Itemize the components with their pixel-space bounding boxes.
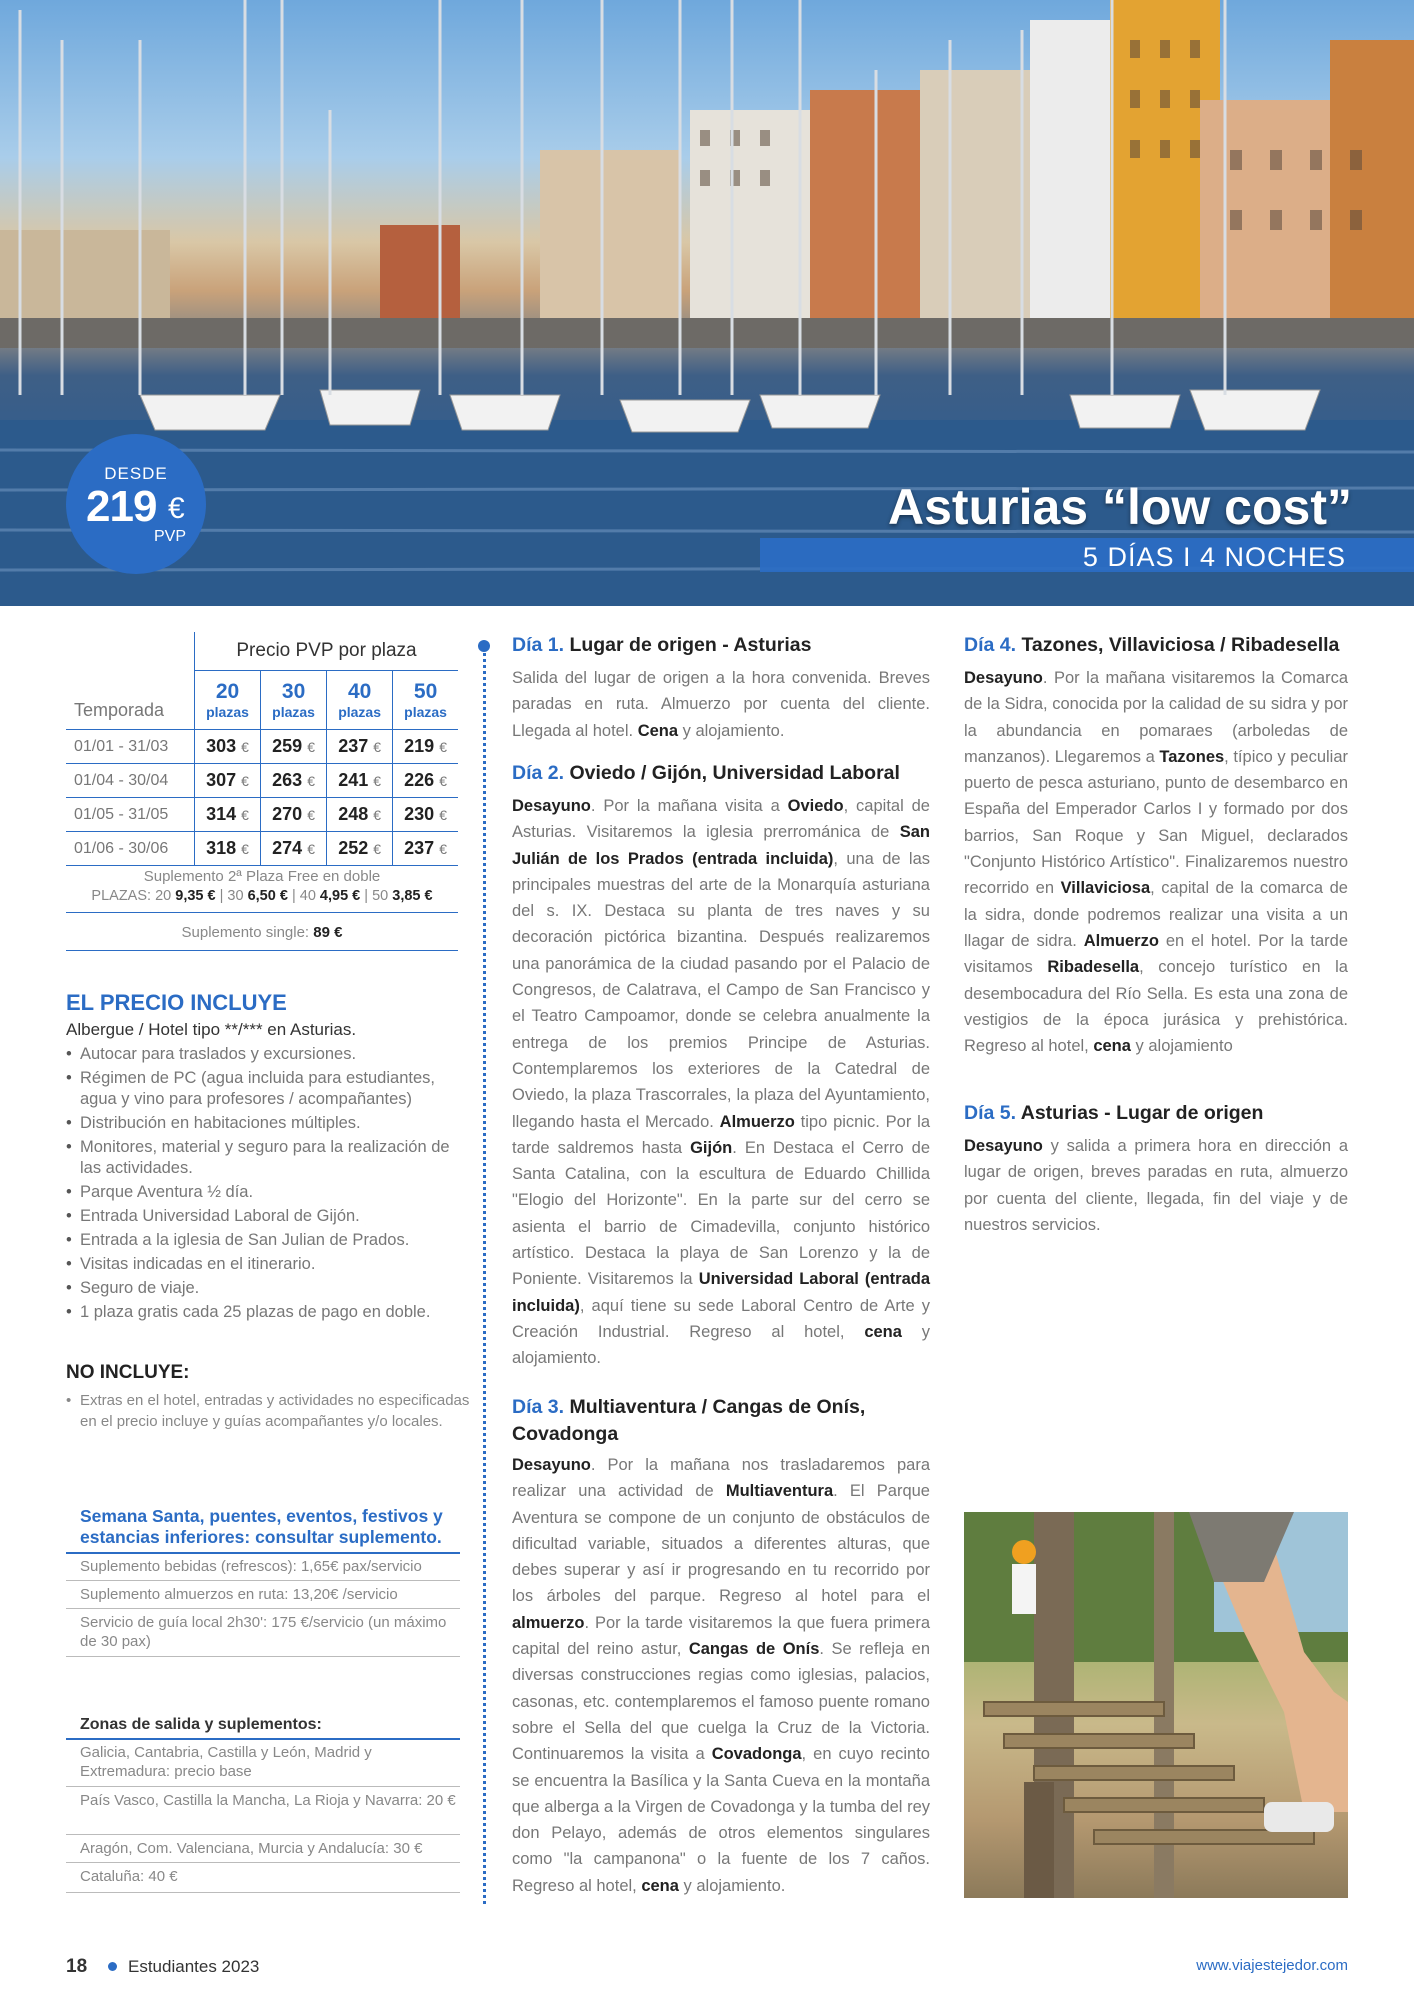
price-unit: PVP	[154, 528, 187, 545]
price-badge	[66, 434, 206, 574]
day-1-heading: Día 1. Lugar de origen - Asturias	[512, 634, 812, 656]
includes-subtitle: Albergue / Hotel tipo **/*** en Asturias.	[66, 1020, 357, 1039]
plazas-col: 50 plazas	[393, 671, 458, 730]
price-cell: 303 €	[195, 730, 261, 764]
price-cell: 237 €	[393, 832, 458, 866]
divider	[66, 1862, 460, 1863]
list-item: • Parque Aventura ½ día.	[66, 1182, 461, 1203]
supplement-single: Suplemento single: 89 €	[181, 924, 343, 941]
divider	[66, 1656, 460, 1657]
list-item: • Visitas indicadas en el itinerario.	[66, 1254, 461, 1275]
not-included-title: NO INCLUYE:	[66, 1362, 190, 1383]
price-currency: €	[168, 492, 185, 525]
footer-bullet	[108, 1962, 117, 1971]
plazas-col: 30 plazas	[261, 671, 327, 730]
day-5-heading: Día 5. Asturias - Lugar de origen	[964, 1102, 1264, 1124]
supplement-row: Servicio de guía local 2h30': 175 €/servicio (un máximo de 30 pax)	[80, 1614, 447, 1650]
table-row	[66, 764, 458, 798]
page-number: 18	[66, 1956, 88, 1977]
divider	[66, 1892, 460, 1893]
price-cell: 274 €	[261, 832, 327, 866]
price-cell: 263 €	[261, 764, 327, 798]
price-cell: 252 €	[327, 832, 393, 866]
plazas-col: 40 plazas	[327, 671, 393, 730]
table-row	[66, 832, 458, 866]
divider	[66, 950, 458, 951]
table-row	[66, 730, 458, 764]
price-cell: 237 €	[327, 730, 393, 764]
includes-list	[66, 1044, 461, 1326]
price-table-header: Precio PVP por plaza	[195, 632, 459, 671]
supplement-row: Suplemento almuerzos en ruta: 13,20€ /servicio	[80, 1586, 398, 1603]
zone-row: Galicia, Cantabria, Castilla y León, Madrid y Extremadura: precio base	[80, 1744, 372, 1780]
day-2-heading: Día 2. Oviedo / Gijón, Universidad Laboral	[512, 762, 900, 784]
price-cell: 241 €	[327, 764, 393, 798]
rope-bridge-illustration	[964, 1512, 1348, 1898]
price-cell: 318 €	[195, 832, 261, 866]
list-item: • Seguro de viaje.	[66, 1278, 461, 1299]
divider	[66, 1834, 460, 1835]
divider	[66, 1608, 460, 1609]
list-item: • Autocar para traslados y excursiones.	[66, 1044, 461, 1065]
price-cell: 219 €	[393, 730, 458, 764]
plazas-col: 20 plazas	[195, 671, 261, 730]
divider	[66, 1580, 460, 1581]
price-cell: 259 €	[261, 730, 327, 764]
price-cell: 230 €	[393, 798, 458, 832]
divider	[66, 1786, 460, 1787]
price-cell: 270 €	[261, 798, 327, 832]
divider	[66, 1738, 460, 1740]
price-amount: 219	[86, 482, 157, 531]
price-cell: 314 €	[195, 798, 261, 832]
season-period: 01/06 - 30/06	[66, 832, 195, 866]
list-item: • 1 plaza gratis cada 25 plazas de pago en doble.	[66, 1302, 461, 1323]
season-period: 01/05 - 31/05	[66, 798, 195, 832]
day-3-text: Desayuno. Por la mañana nos trasladaremos para realizar una actividad de Multiaventura. El Parque Aventura se compone de un conjunto de obstáculos de dificultad variable, situados a diferentes alturas, que debes superar y así ir progresando en tu recorrido por los árboles del parque. Regreso al hotel para el almuerzo. Por la tarde visitaremos la que fuera primera capital del reino astur, Cangas de Onís. Se refleja en diversas construcciones regias como iglesias, palacios, casonas, etc. contemplaremos el famoso puente romano sobre el Sella del que cuelga la Cruz de la Victoria. Continuaremos la visita a Covadonga, en cuyo recinto se encuentra la Basílica y la Santa Cueva en la montaña que alberga a la Virgen de Covadonga y la tumba del rey don Pelayo, además de otros elementos singulares como "la campanona" o la fuente de los 7 caños. Regreso al hotel, cena y alojamiento.	[512, 1456, 930, 1895]
list-item: • Entrada Universidad Laboral de Gijón.	[66, 1206, 461, 1227]
price-table	[66, 632, 458, 866]
zone-row: Aragón, Com. Valenciana, Murcia y Andalucía: 30 €	[80, 1840, 423, 1857]
supplement-free-title: Suplemento 2ª Plaza Free en doble	[143, 868, 381, 885]
supplement-row: Suplemento bebidas (refrescos): 1,65€ pax/servicio	[80, 1558, 422, 1575]
page-title: Asturias “low cost”	[888, 479, 1352, 535]
not-included-text: • Extras en el hotel, entradas y actividades no especificadas en el precio incluye y guías acompañantes y/o locales.	[66, 1390, 475, 1432]
zones-title: Zonas de salida y suplementos:	[80, 1716, 322, 1733]
page-subtitle: 5 DÍAS I 4 NOCHES	[1082, 542, 1346, 572]
day-2-text: Desayuno. Por la mañana visita a Oviedo, capital de Asturias. Visitaremos la iglesia prerrománica de San Julián de los Prados (entrada incluida), una de las principales muestras del arte de la Monarquía asturiana del s. IX. Destaca su planta de tres naves y su decoración pictórica bizantina. Después realizaremos una panorámica de la ciudad pasando por el Palacio de Congresos, de Calatrava, el Campo de San Francisco y el Teatro Campoamor, donde se celebra anualmente la entrega de los premios Principe de Asturias. Contemplaremos los exteriores de la Catedral de Oviedo, la plaza Trascorrales, la plaza del Ayuntamiento, llegando hasta el Mercado. Almuerzo tipo picnic. Por la tarde saldremos hasta Gijón. En Destaca el Cerro de Santa Catalina, con la escultura de Eduardo Chillida "Elogio del Horizonte". En la parte sur del cerro se asienta el barrio de Cimadevilla, conjunto histórico artístico. Destaca la playa de San Lorenzo y la de Poniente. Visitaremos la Universidad Laboral (entrada incluida), aquí tiene su sede Laboral Centro de Arte y Creación Industrial. Regreso al hotel, cena y alojamiento.	[512, 797, 931, 1368]
zone-row: Cataluña: 40 €	[80, 1868, 178, 1885]
price-cell: 248 €	[327, 798, 393, 832]
season-period: 01/01 - 31/03	[66, 730, 195, 764]
supplement-free-values: PLAZAS: 20 9,35 € | 30 6,50 € | 40 4,95 € | 50 3,85 €	[91, 888, 433, 904]
day-3-heading: Día 3. Multiaventura / Cangas de Onís, Covadonga	[512, 1396, 866, 1445]
adventure-park-photo	[964, 1512, 1348, 1898]
table-row	[66, 798, 458, 832]
divider	[66, 1552, 460, 1554]
website-link[interactable]: www.viajestejedor.com	[1196, 1957, 1348, 1974]
supplements-title: Semana Santa, puentes, eventos, festivos y estancias inferiores: consultar suplemento.	[80, 1506, 443, 1547]
includes-title: EL PRECIO INCLUYE	[66, 990, 287, 1015]
list-item: • Monitores, material y seguro para la realización de las actividades.	[66, 1137, 461, 1179]
season-period: 01/04 - 30/04	[66, 764, 195, 798]
price-cell: 226 €	[393, 764, 458, 798]
publication-name: Estudiantes 2023	[128, 1957, 260, 1976]
day-4-heading: Día 4. Tazones, Villaviciosa / Ribadesella	[964, 634, 1340, 656]
column-separator	[483, 646, 486, 1904]
list-item: • Régimen de PC (agua incluida para estudiantes, agua y vino para profesores / acompañantes)	[66, 1068, 461, 1110]
season-header: Temporada	[74, 700, 165, 720]
list-item: • Entrada a la iglesia de San Julian de Prados.	[66, 1230, 461, 1251]
price-from-label: DESDE	[104, 464, 168, 483]
list-item: • Distribución en habitaciones múltiples.	[66, 1113, 461, 1134]
day-1-text: Salida del lugar de origen a la hora convenida. Breves paradas en ruta. Almuerzo por cuenta del cliente. Llegada al hotel. Cena y alojamiento.	[512, 669, 930, 740]
divider	[66, 912, 458, 913]
hero-image	[0, 0, 1414, 606]
zone-row: País Vasco, Castilla la Mancha, La Rioja y Navarra: 20 €	[80, 1792, 456, 1809]
day-5-text: Desayuno y salida a primera hora en dirección a lugar de origen, breves paradas en ruta, almuerzo por cuenta del cliente, llegada, fin del viaje y de nuestros servicios.	[964, 1137, 1348, 1234]
day-4-text: Desayuno. Por la mañana visitaremos la Comarca de la Sidra, conocida por la calidad de su sidra y por la abundancia en pomaraes (arboledas de manzanos). Llegaremos a Tazones, típico y peculiar puerto de pesca asturiano, punto de desembarco en España del Emperador Carlos I y formado por dos barrios, San Roque y San Miguel, declarados "Conjunto Histórico Artístico". Finalizaremos nuestro recorrido en Villaviciosa, capital de la comarca de la sidra, donde podremos realizar una visita a un llagar de sidra. Almuerzo en el hotel. Por la tarde visitamos Ribadesella, concejo turístico en la desembocadura del Río Sella. Es esta una zona de vestigios de la época jurásica y prehistórica. Regreso al hotel, cena y alojamiento	[964, 669, 1348, 1056]
price-cell: 307 €	[195, 764, 261, 798]
